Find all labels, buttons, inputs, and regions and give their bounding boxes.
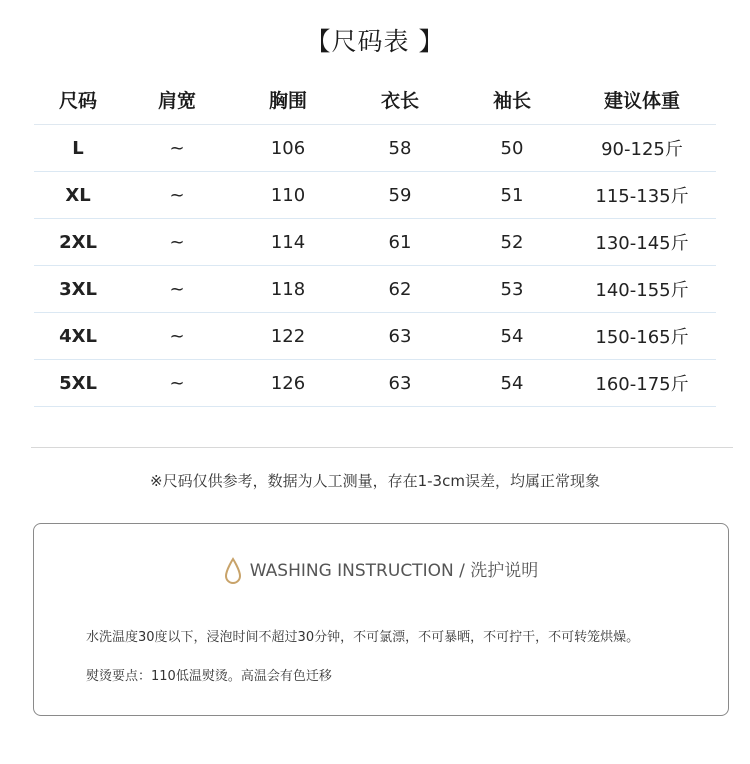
sleeve-cell: 53 <box>456 266 568 313</box>
chest-cell: 110 <box>232 172 344 219</box>
weight-cell: 115-135斤 <box>568 172 716 219</box>
size-cell: XL <box>34 172 122 219</box>
measurement-note: ※尺码仅供参考，数据为人工测量，存在1-3cm误差，均属正常现象 <box>150 472 600 490</box>
header-chest: 胸围 <box>232 74 344 125</box>
sleeve-cell: 52 <box>456 219 568 266</box>
length-cell: 58 <box>344 125 456 172</box>
shoulder-cell: ~ <box>122 360 232 407</box>
care-instruction-line: 水洗温度30度以下，浸泡时间不超过30分钟，不可氯漂，不可暴晒，不可拧干，不可转笼烘燥。 <box>86 630 640 645</box>
table-row <box>34 172 716 219</box>
shoulder-cell: ~ <box>122 219 232 266</box>
water-drop-icon <box>224 557 242 585</box>
table-row <box>34 360 716 407</box>
weight-cell: 150-165斤 <box>568 313 716 360</box>
chest-cell: 126 <box>232 360 344 407</box>
weight-cell: 160-175斤 <box>568 360 716 407</box>
table-row <box>34 125 716 172</box>
size-cell: 5XL <box>34 360 122 407</box>
length-cell: 62 <box>344 266 456 313</box>
header-size: 尺码 <box>34 74 122 125</box>
header-weight: 建议体重 <box>568 74 716 125</box>
length-cell: 63 <box>344 360 456 407</box>
care-heading-text: WASHING INSTRUCTION / 洗护说明 <box>249 561 539 581</box>
size-cell: 2XL <box>34 219 122 266</box>
sleeve-cell: 50 <box>456 125 568 172</box>
shoulder-cell: ~ <box>122 172 232 219</box>
ironing-instruction-line: 熨烫要点：110低温熨烫。高温会有色迁移 <box>86 669 332 684</box>
section-divider <box>31 447 733 448</box>
length-cell: 63 <box>344 313 456 360</box>
page-title: 【尺码表 】 <box>305 27 445 56</box>
shoulder-cell: ~ <box>122 313 232 360</box>
table-row <box>34 266 716 313</box>
header-shoulder: 肩宽 <box>122 74 232 125</box>
chest-cell: 106 <box>232 125 344 172</box>
sleeve-cell: 54 <box>456 313 568 360</box>
weight-cell: 130-145斤 <box>568 219 716 266</box>
shoulder-cell: ~ <box>122 125 232 172</box>
size-cell: L <box>34 125 122 172</box>
washing-instruction-box <box>33 523 729 716</box>
length-cell: 59 <box>344 172 456 219</box>
size-cell: 3XL <box>34 266 122 313</box>
care-heading <box>34 556 728 585</box>
table-row <box>34 313 716 360</box>
size-chart-table <box>34 74 716 407</box>
chest-cell: 114 <box>232 219 344 266</box>
shoulder-cell: ~ <box>122 266 232 313</box>
chest-cell: 118 <box>232 266 344 313</box>
table-header-row <box>34 74 716 125</box>
length-cell: 61 <box>344 219 456 266</box>
table-row <box>34 219 716 266</box>
weight-cell: 140-155斤 <box>568 266 716 313</box>
size-cell: 4XL <box>34 313 122 360</box>
sleeve-cell: 51 <box>456 172 568 219</box>
header-length: 衣长 <box>344 74 456 125</box>
chest-cell: 122 <box>232 313 344 360</box>
weight-cell: 90-125斤 <box>568 125 716 172</box>
header-sleeve: 袖长 <box>456 74 568 125</box>
sleeve-cell: 54 <box>456 360 568 407</box>
